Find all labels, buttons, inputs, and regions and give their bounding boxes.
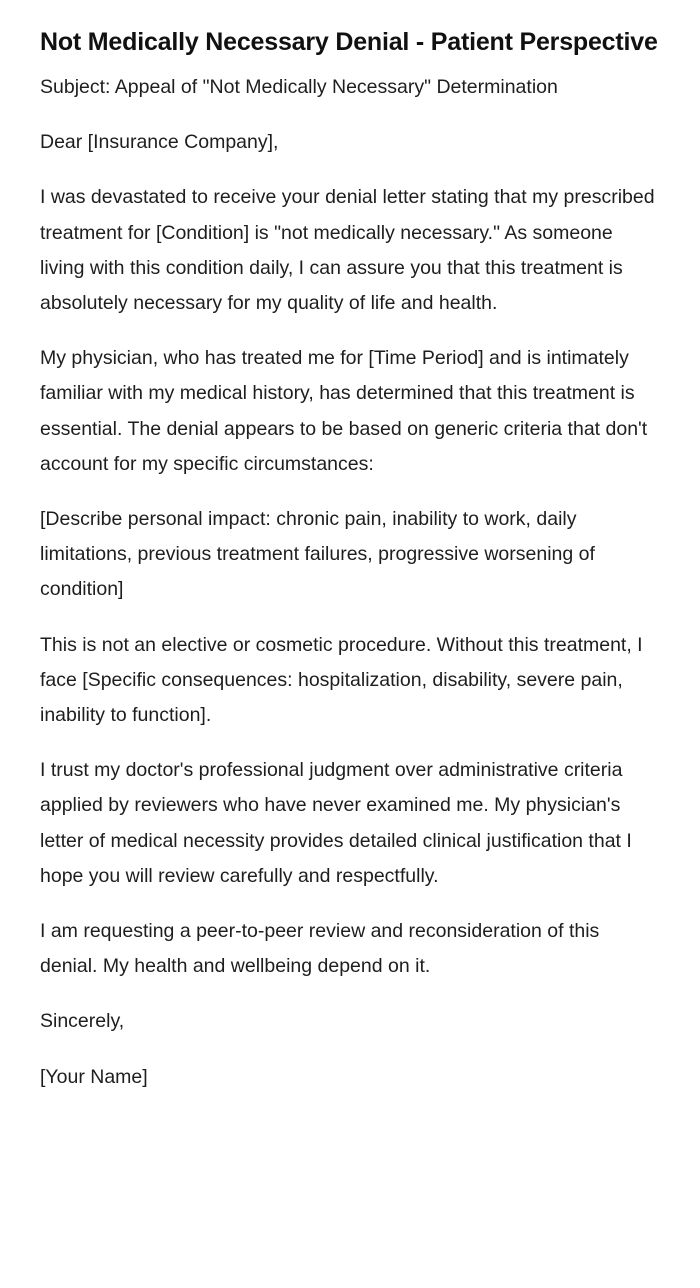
body-paragraph: This is not an elective or cosmetic procedure. Without this treatment, I face [Specific consequences: hospitalization, disability, severe pain, inability to function].: [40, 633, 643, 727]
subject-line: Subject: Appeal of "Not Medically Necessary" Determination: [40, 76, 558, 98]
body-paragraph: I am requesting a peer-to-peer review and reconsideration of this denial. My health and wellbeing depend on it.: [40, 920, 600, 978]
body-paragraph: My physician, who has treated me for [Time Period] and is intimately familiar with my medical history, has determined that this treatment is essential. The denial appears to be based on generic criteria that don't account for my specific circumstances:: [40, 347, 648, 475]
salutation: Dear [Insurance Company],: [40, 131, 279, 154]
body-paragraph: I trust my doctor's professional judgment over administrative criteria applied by reviewers who have never examined me. My physician's letter of medical necessity provides detailed clinical justification that I hope you will review carefully and respectfully.: [40, 759, 632, 887]
signature-name: [Your Name]: [40, 1065, 148, 1088]
body-paragraph: [Describe personal impact: chronic pain, inability to work, daily limitations, previous treatment failures, progressive worsening of condition]: [40, 508, 595, 601]
body-paragraph: I was devastated to receive your denial letter stating that my prescribed treatment for [Condition] is "not medically necessary." As someone living with this condition daily, I can assure you that this treatment is absolutely necessary for my quality of life and health.: [40, 186, 655, 315]
document-title: Not Medically Necessary Denial - Patient Perspective: [40, 28, 658, 56]
closing: Sincerely,: [40, 1010, 125, 1033]
